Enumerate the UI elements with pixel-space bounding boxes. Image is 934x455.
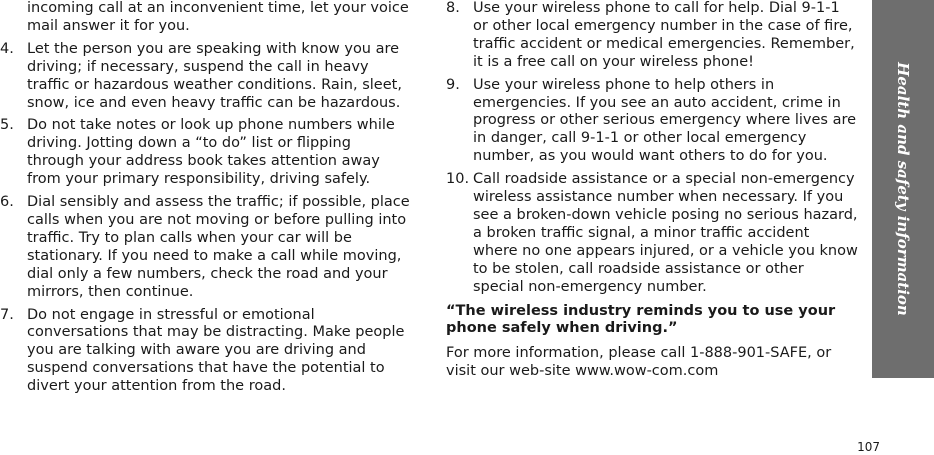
safety-quote: “The wireless industry reminds you to use your phone safely when driving.” xyxy=(446,302,836,337)
list-number: 4. xyxy=(0,40,14,57)
list-number: 10. xyxy=(446,171,470,188)
list-item-7 xyxy=(0,307,410,397)
list-number: 8. xyxy=(446,0,460,16)
list-item-5 xyxy=(0,117,410,189)
section-side-tab xyxy=(872,0,934,378)
list-number: 5. xyxy=(0,117,14,134)
list-item-6 xyxy=(0,194,410,301)
list-item-9 xyxy=(446,77,858,167)
list-text: Use your wireless phone to call for help. Dial 9-1-1 or other local emergency number in the case of fire, traffic accident or medical emergencies. Remember, it is a free call on your wireless phone! xyxy=(473,0,855,70)
list-text: Use your wireless phone to help others in emergencies. If you see an auto accident, crime in progress or other serious emergency where lives are in danger, call 9-1-1 or other local emergency number, as you would want others to do for you. xyxy=(473,76,857,165)
list-text: Do not take notes or look up phone numbers while driving. Jotting down a “to do” list or flipping through your address book takes attention away from your primary responsibility, driving safely. xyxy=(27,117,395,188)
section-tab-label: Health and safety information xyxy=(894,62,912,316)
list-text: Let the person you are speaking with know you are driving; if necessary, suspend the call in heavy traffic or hazardous weather conditions. Rain, sleet, snow, ice and even heavy traffic can be hazardous. xyxy=(27,40,402,111)
list-item-4 xyxy=(0,41,410,113)
list-number: 6. xyxy=(0,194,14,211)
left-column xyxy=(0,0,410,401)
more-info-text: For more information, please call 1-888-901-SAFE, or visit our web-site www.wow-com.com xyxy=(446,345,832,380)
list-text: Dial sensibly and assess the traffic; if possible, place calls when you are not moving or before pulling into traffic. Try to plan calls when your car will be stationary. If you need to make a call while moving, dial only a few numbers, check the road and your mirrors, then continue. xyxy=(27,194,410,300)
list-text: Call roadside assistance or a special non-emergency wireless assistance number when necessary. If you see a broken-down vehicle posing no serious hazard, a broken traffic signal, a minor traffic accident where no one appears injured, or a vehicle you know to be stolen, call roadside assistance or other special non-emergency number. xyxy=(473,171,858,295)
list-number: 9. xyxy=(446,76,460,93)
continued-paragraph: incoming call at an inconvenient time, let your voice mail answer it for you. xyxy=(27,0,409,34)
list-item-8 xyxy=(446,0,858,72)
right-column xyxy=(446,0,858,381)
list-text: Do not engage in stressful or emotional conversations that may be distracting. Make people you are talking with aware you are driving and suspend conversations that have the potential to divert your attention from the road. xyxy=(27,306,405,395)
list-item-10 xyxy=(446,171,858,296)
page-number: 107 xyxy=(857,440,880,454)
list-number: 7. xyxy=(0,306,14,323)
